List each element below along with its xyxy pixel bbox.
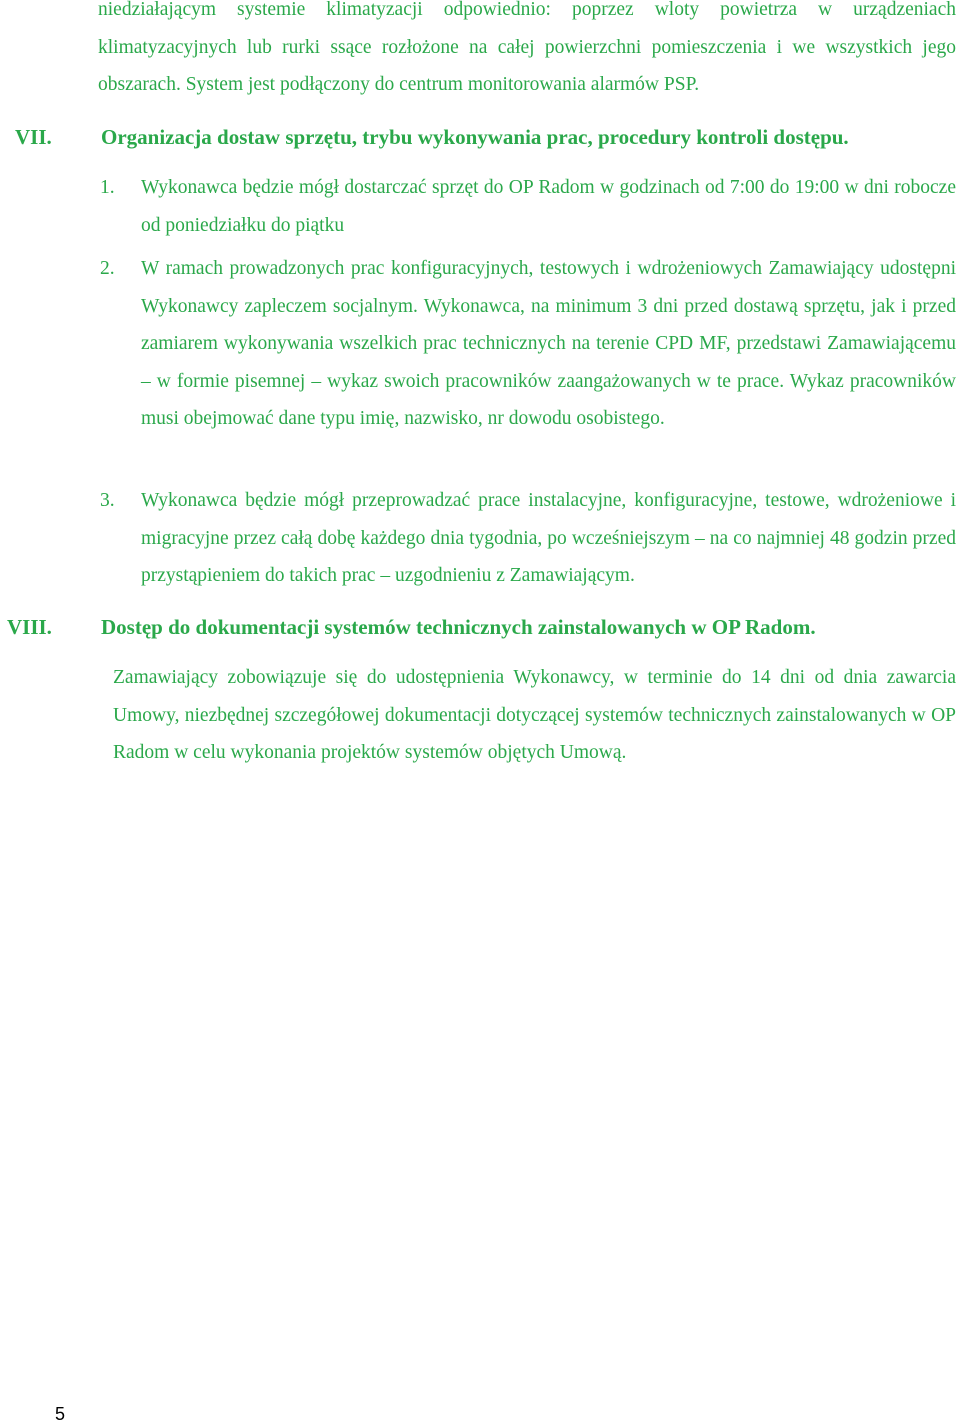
- section-7-number: VII.: [15, 125, 52, 149]
- section-7-item-1-text: Wykonawca będzie mógł dostarczać sprzęt do OP Radom w godzinach od 7:00 do 19:00 w dni robocze od poniedziałku do piątku: [141, 177, 956, 236]
- section-7-item-3-number: 3.: [100, 490, 115, 511]
- intro-paragraph: niedziałającym systemie klimatyzacji odpowiednio: poprzez wloty powietrza w urządzeniach klimatyzacyjnych lub rurki ssące rozłożone na całej powierzchni pomieszczenia i we wszystkich jego obszarach. System jest podłączony do centrum monitorowania alarmów PSP.: [98, 0, 956, 95]
- section-7-item-2-text: W ramach prowadzonych prac konfiguracyjnych, testowych i wdrożeniowych Zamawiający udostępni Wykonawcy zapleczem socjalnym. Wykonawca, na minimum 3 dni przed dostawą sprzętu, jak i przed zamiarem wykonywania wszelkich prac technicznych na terenie CPD MF, przedstawi Zamawiającemu – w formie pisemnej – wykaz swoich pracowników zaangażowanych w te prace. Wykaz pracowników musi obejmować dane typu imię, nazwisko, nr dowodu osobistego.: [141, 258, 956, 429]
- section-8-title: Dostęp do dokumentacji systemów technicznych zainstalowanych w OP Radom.: [101, 615, 816, 639]
- section-7-item-2-number: 2.: [100, 258, 115, 279]
- section-7-item-3-text: Wykonawca będzie mógł przeprowadzać prace instalacyjne, konfiguracyjne, testowe, wdrożeniowe i migracyjne przez całą dobę każdego dnia tygodnia, po wcześniejszym – na co najmniej 48 godzin przed przystąpieniem do takich prac – uzgodnieniu z Zamawiającym.: [141, 490, 956, 586]
- section-8-number: VIII.: [7, 615, 52, 639]
- section-7-title: Organizacja dostaw sprzętu, trybu wykonywania prac, procedury kontroli dostępu.: [101, 125, 849, 149]
- section-8-paragraph: Zamawiający zobowiązuje się do udostępnienia Wykonawcy, w terminie do 14 dni od dnia zawarcia Umowy, niezbędnej szczegółowej dokumentacji dotyczącej systemów technicznych zainstalowanych w OP Radom w celu wykonania projektów systemów objętych Umową.: [113, 667, 956, 763]
- section-7-item-1-number: 1.: [100, 177, 115, 198]
- page-number: 5: [55, 1404, 66, 1424]
